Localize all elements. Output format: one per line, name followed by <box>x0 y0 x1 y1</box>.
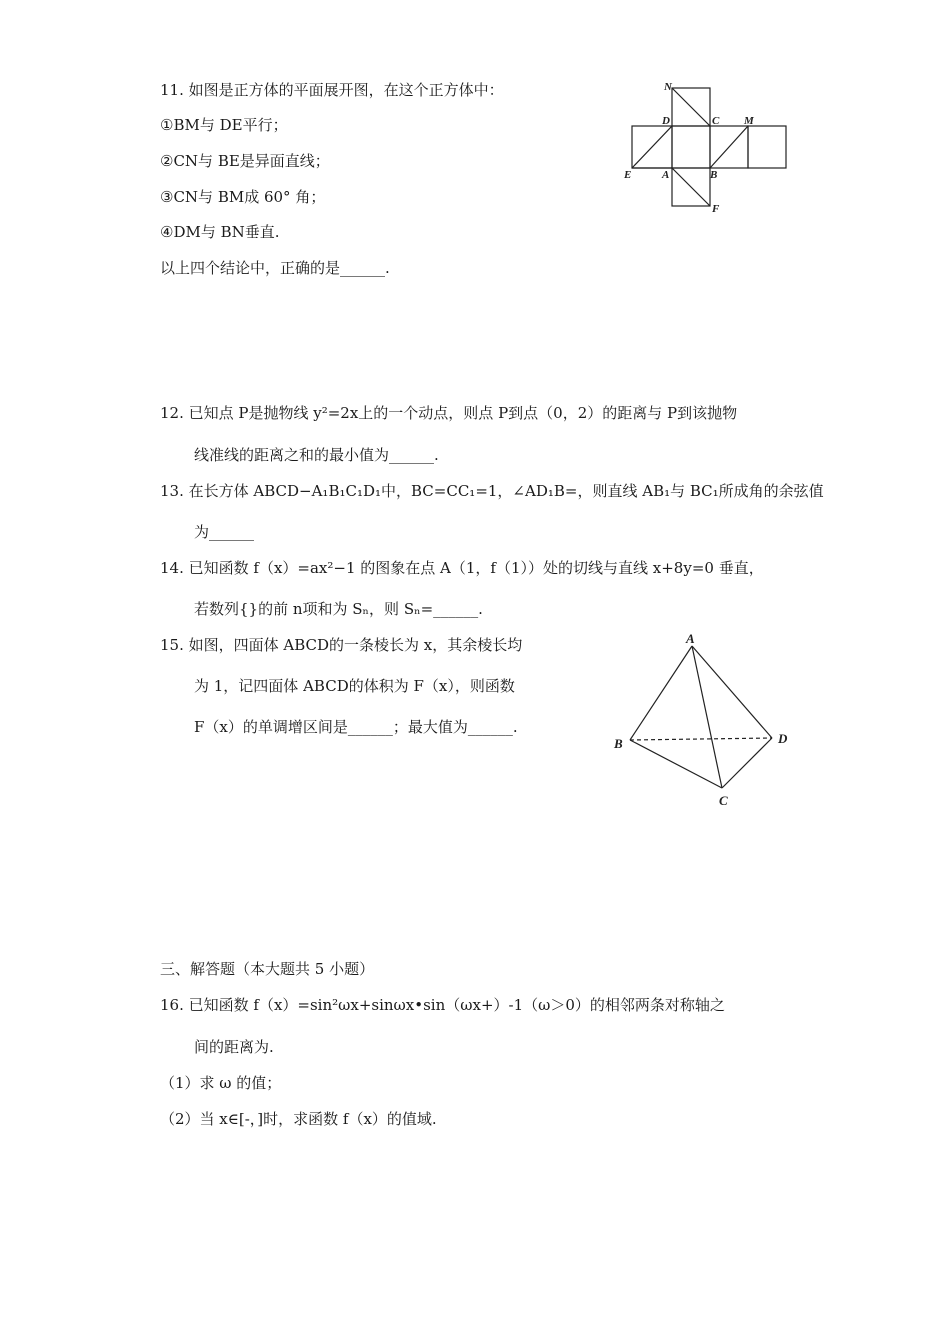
tetrahedron-figure <box>608 630 808 810</box>
net-label-N: N <box>664 81 672 93</box>
q15-line-3: F（x）的单调增区间是______；最大值为______. <box>194 718 518 736</box>
net-label-B: B <box>710 169 718 181</box>
cube-net-figure <box>618 78 798 218</box>
q16-part-1: （1）求 ω 的值； <box>160 1074 282 1092</box>
tetra-label-A: A <box>686 631 695 646</box>
q12-line-2: 线准线的距离之和的最小值为______. <box>194 446 439 464</box>
net-label-M: M <box>744 115 754 127</box>
net-label-D: D <box>662 115 670 127</box>
q11-item-4: ④DM与 BN垂直. <box>160 223 280 241</box>
net-label-C: C <box>712 115 720 127</box>
q11-item-1: ①BM与 DE平行； <box>160 116 288 134</box>
q11-item-2: ②CN与 BE是异面直线； <box>160 152 330 170</box>
q15-line-2: 为 1，记四面体 ABCD的体积为 F（x），则函数 <box>194 677 515 695</box>
section-title: 三、解答题（本大题共 5 小题） <box>160 960 375 978</box>
q13-line-2: 为______ <box>194 523 255 541</box>
tetra-label-D: D <box>778 731 788 746</box>
q12-line-1: 12. 已知点 P是抛物线 y²=2x上的一个动点，则点 P到点（0，2）的距离与 P到该抛物 <box>160 404 738 422</box>
q14-line-2: 若数列{}的前 n项和为 Sₙ，则 Sₙ=______. <box>194 600 483 618</box>
net-label-F: F <box>712 203 720 215</box>
q11-ask: 以上四个结论中，正确的是______. <box>160 259 390 277</box>
q16-part-2: （2）当 x∈[-，]时，求函数 f（x）的值域. <box>160 1110 437 1128</box>
q14-line-1: 14. 已知函数 f（x）=ax²−1 的图象在点 A（1，f（1））处的切线与直线 x+8y=0 垂直， <box>160 559 764 577</box>
q16-line-1: 16. 已知函数 f（x）=sin²ωx+sinωx•sin（ωx+）-1（ω＞0）的相邻两条对称轴之 <box>160 996 725 1014</box>
net-label-E: E <box>624 169 632 181</box>
tetra-label-B: B <box>614 736 623 751</box>
q13-line-1: 13. 在长方体 ABCD−A₁B₁C₁D₁中，BC=CC₁=1，∠AD₁B=，则直线 AB₁与 BC₁所成角的余弦值 <box>160 482 824 500</box>
q16-line-2: 间的距离为. <box>194 1038 274 1056</box>
q15-line-1: 15. 如图，四面体 ABCD的一条棱长为 x，其余棱长均 <box>160 636 523 654</box>
q11-stem: 11. 如图是正方体的平面展开图，在这个正方体中： <box>160 81 504 99</box>
net-label-A: A <box>662 169 670 181</box>
q11-item-3: ③CN与 BM成 60° 角； <box>160 188 326 206</box>
tetra-label-C: C <box>719 793 728 808</box>
